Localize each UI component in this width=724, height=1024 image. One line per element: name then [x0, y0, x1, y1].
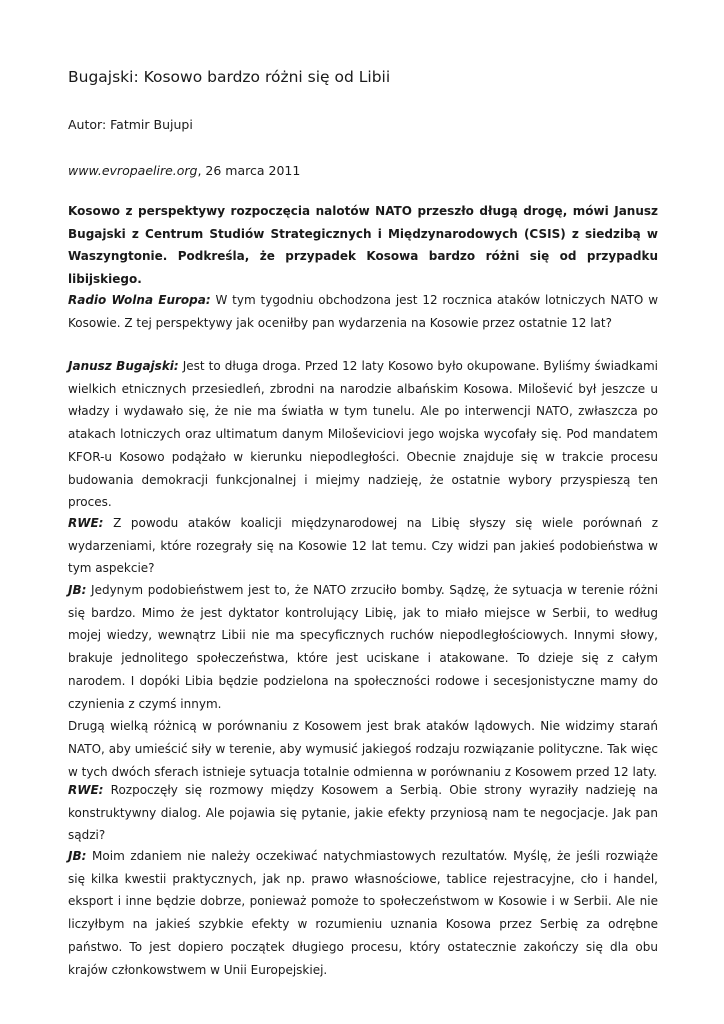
- paragraph-text: W tym tygodniu obchodzona jest 12 rocznica ataków lotniczych NATO w Kosowie. Z tej perspektywy jak oceniłby pan wydarzenia na Kosowie przez ostatnie 12 lat?: [68, 293, 659, 330]
- lead-paragraph: Kosowo z perspektywy rozpoczęcia nalotów NATO przeszło długą drogę, mówi Janusz Bugajski z Centrum Studiów Strategicznych i Międzynarodowych (CSIS) z siedzibą w Waszyngtonie. Podkreśla, że przypadek Kosowa bardzo różni się od przypadku libijskiego.: [68, 204, 658, 287]
- paragraph-text: Rozpoczęły się rozmowy między Kosowem a Serbią. Obie strony wyraziły nadzieję na konstruktywny dialog. Ale pojawia się pytanie, jakie efekty przyniosą nam te negocjacje. Jak pan sądzi?: [68, 783, 658, 843]
- paragraph-text: Moim zdaniem nie należy oczekiwać natychmiastowych rezultatów. Myślę, że jeśli rozwiąże się kilka kwestii praktycznych, jak np. prawo własnościowe, tablice rejestracyjne, cło i handel, eksport i inne będzie dobrze, ponieważ pomoże to społeczeństwom w Kosowie i w Serbii. Ale nie liczyłbym na jakieś szybkie efekty w rozumieniu uznania Kosowa przez Serbię za odrębne państwo. To jest dopiero początek długiego procesu, który ostatecznie zakończy się dla obu krajów członkowstwem w Unii Europejskiej.: [68, 849, 658, 977]
- paragraph-text: Z powodu ataków koalicji międzynarodowej na Libię słyszy się wiele porównań z wydarzeniami, które rozegrały się na Kosowie 12 lat temu. Czy widzi pan jakieś podobieństwa w tym aspekcie?: [68, 516, 658, 576]
- interview-paragraph: [68, 579, 658, 783]
- source-line: [68, 163, 300, 178]
- source-date: , 26 marca 2011: [197, 163, 301, 178]
- speaker-label: RWE:: [68, 783, 104, 797]
- author-line: Autor: Fatmir Bujupi: [68, 117, 193, 132]
- paragraph-text: Jest to długa droga. Przed 12 laty Kosowo było okupowane. Byliśmy świadkami wielkich etnicznych przesiedleń, zbrodni na narodzie albańskim Kosowa. Milošević był jeszcze u władzy i wydawało się, że nie ma światła w tym tunelu. Ale po interwencji NATO, zwłaszcza po atakach lotniczych oraz ultimatum danym Miloševiciovi jego wojska wycofały się. Pod mandatem KFOR-u Kosowo podążało w kierunku niepodległości. Obecnie znajduje się w trakcie procesu budowania demokracji funkcjonalnej i miejmy nadzieję, że ostatnie wybory przyspieszą ten proces.: [68, 359, 659, 510]
- document-title: Bugajski: Kosowo bardzo różni się od Libii: [68, 68, 391, 86]
- speaker-label: JB:: [68, 849, 87, 863]
- source-site: www.evropaelire.org: [68, 163, 198, 178]
- interview-paragraph: [68, 289, 658, 334]
- paragraph-text: Jedynym podobieństwem jest to, że NATO zrzuciło bomby. Sądzę, że sytuacja w terenie różni się bardzo. Mimo że jest dyktator kontrolujący Libię, jak to miało miejsce w Serbii, to według mojej wiedzy, wewnątrz Libii nie ma specyficznych ruchów niepodległościowych. Innymi słowy, brakuje jednolitego społeczeństwa, które jest uciskane i atakowane. To dzieje się z całym narodem. I dopóki Libia będzie podzielona na społeczności rodowe i secesjonistyczne mamy do czynienia z czymś innym.: [68, 583, 658, 711]
- speaker-label: Radio Wolna Europa:: [68, 293, 211, 307]
- paragraph-text: Drugą wielką różnicą w porównaniu z Kosowem jest brak ataków lądowych. Nie widzimy starań NATO, aby umieścić siły w terenie, aby wymusić jakiegoś rodzaju rozwiązanie polityczne. Tak więc w tych dwóch sferach istnieje sytuacja totalnie odmienna w porównaniu z Kosowem przed 12 laty.: [68, 719, 658, 779]
- speaker-label: Janusz Bugajski:: [68, 359, 179, 373]
- interview-paragraph: [68, 512, 658, 580]
- interview-paragraph: [68, 779, 658, 847]
- speaker-label: JB:: [68, 583, 87, 597]
- interview-paragraph: [68, 845, 658, 981]
- speaker-label: RWE:: [68, 516, 104, 530]
- interview-paragraph: [68, 355, 658, 514]
